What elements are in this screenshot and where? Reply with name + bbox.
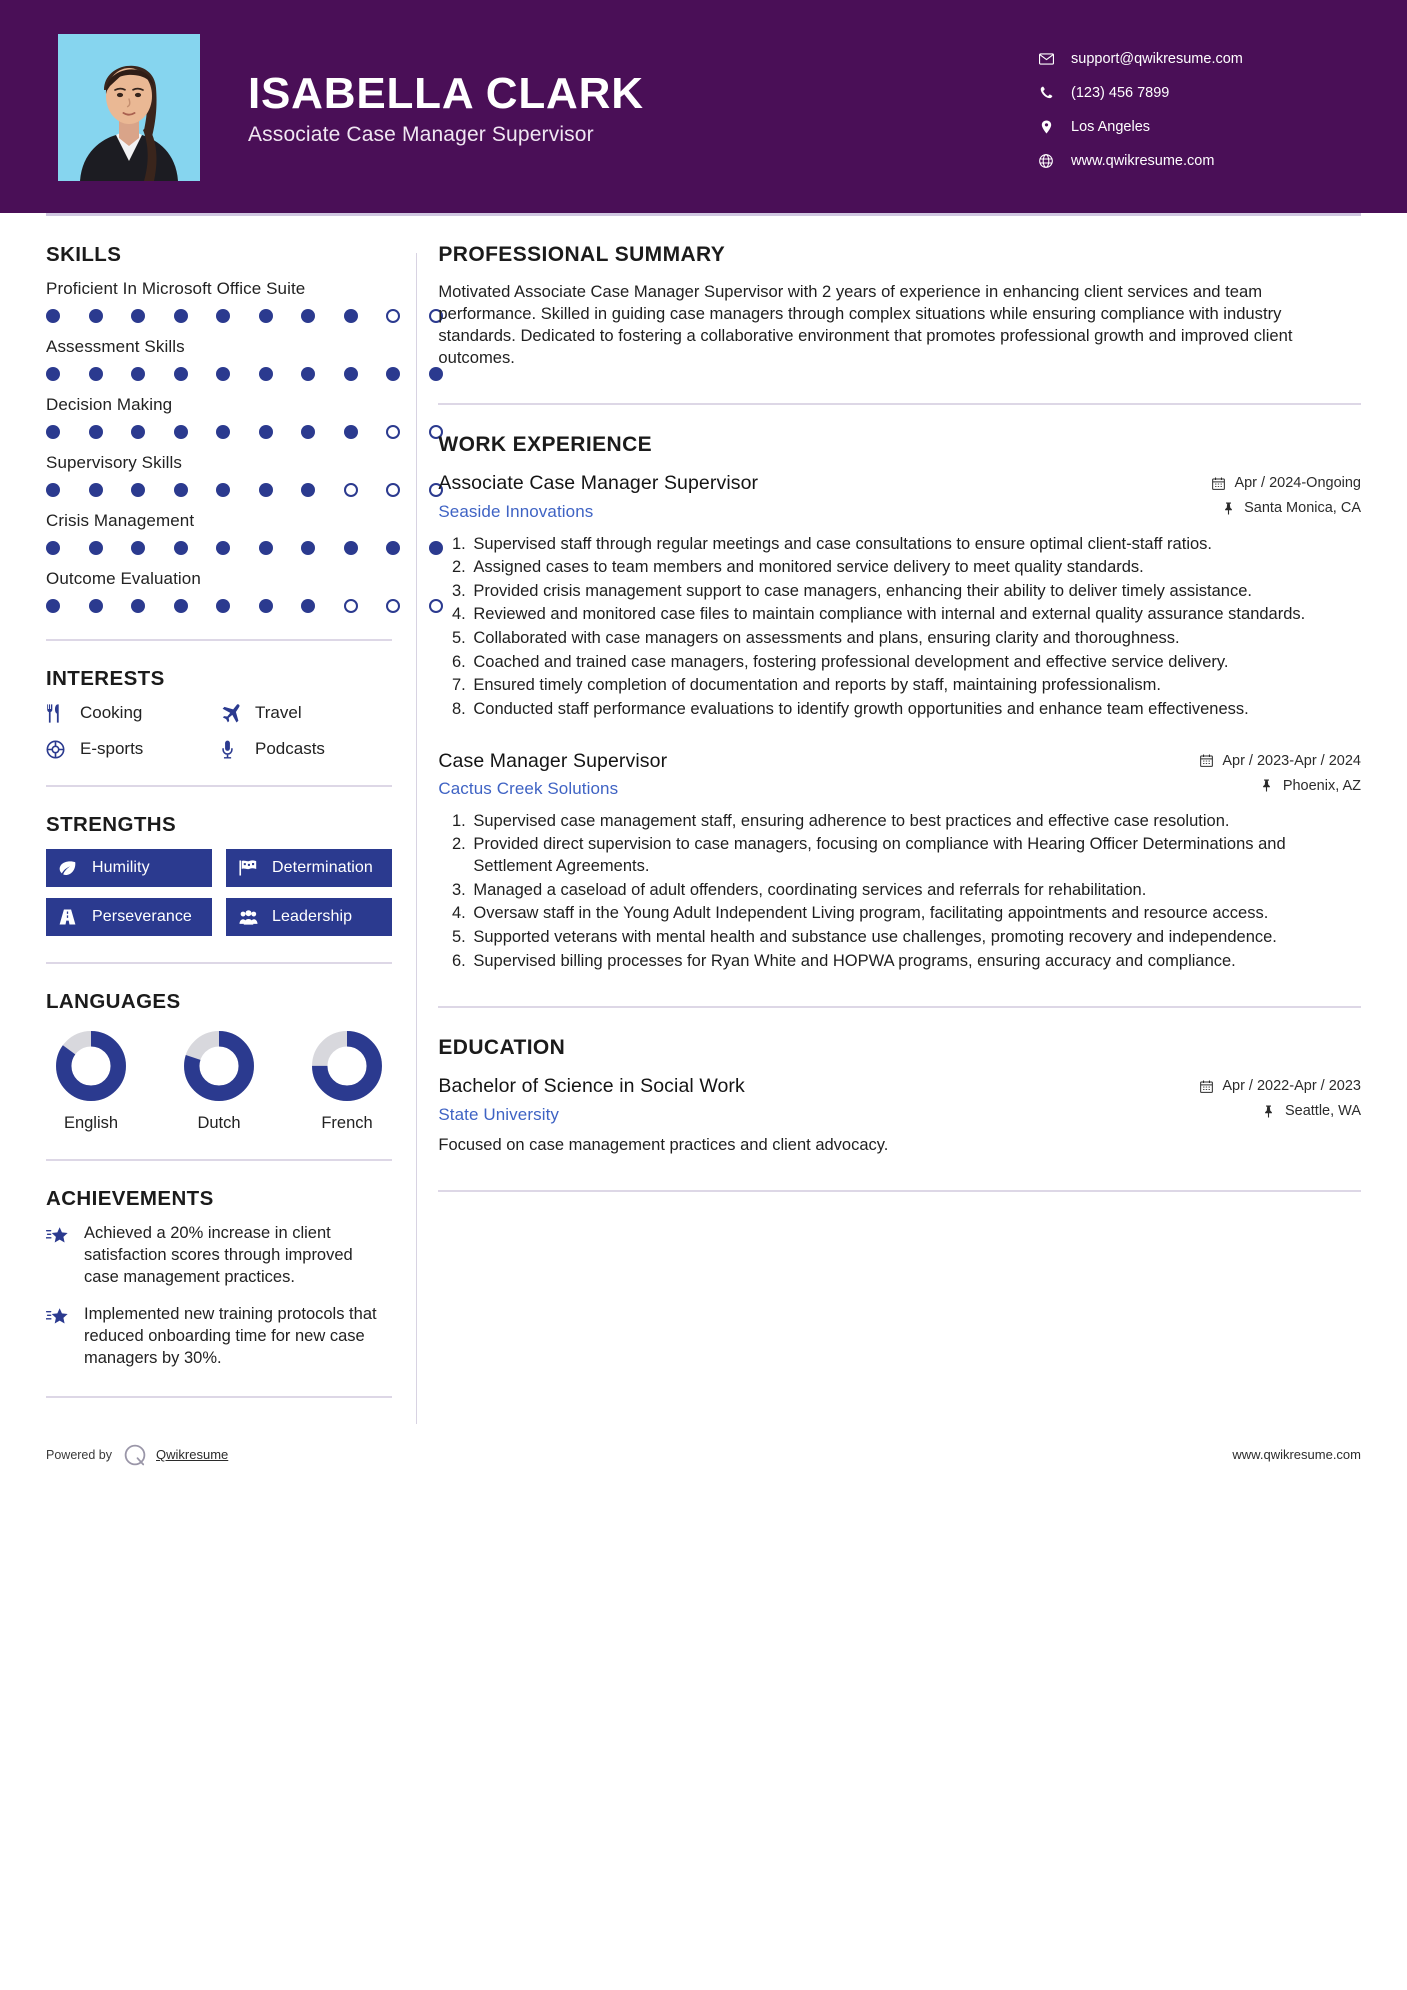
sidebar-divider xyxy=(46,1159,392,1161)
pin-icon xyxy=(1219,502,1237,515)
rating-dot xyxy=(386,425,400,439)
rating-dot xyxy=(344,367,358,381)
job-company: Seaside Innovations xyxy=(438,501,594,521)
rating-dot xyxy=(131,425,145,439)
rating-dot xyxy=(46,483,60,497)
interest-label: Cooking xyxy=(80,703,143,722)
contact-list xyxy=(1035,45,1365,169)
rating-dot xyxy=(131,599,145,613)
language-item-french xyxy=(302,1030,392,1133)
rating-dot xyxy=(89,309,103,323)
pin-icon xyxy=(1260,1105,1278,1118)
rating-dot xyxy=(89,541,103,555)
main-divider xyxy=(438,1006,1361,1008)
rating-dot xyxy=(46,425,60,439)
skill-rating xyxy=(46,309,391,323)
skill-rating xyxy=(46,541,391,555)
calendar-icon xyxy=(1197,1080,1215,1093)
interests-grid xyxy=(46,703,392,759)
achievement-text: Implemented new training protocols that reduced onboarding time for new case managers by 30%. xyxy=(84,1305,377,1367)
interest-item xyxy=(46,739,221,759)
rating-dot xyxy=(301,599,315,613)
interest-label: Travel xyxy=(255,703,302,722)
candidate-job-title: Associate Case Manager Supervisor xyxy=(248,123,594,147)
summary-heading: PROFESSIONAL SUMMARY xyxy=(438,243,726,266)
job-bullet: 6. Coached and trained case managers, fostering professional development and effective service delivery. xyxy=(470,652,1361,674)
footer-website[interactable]: www.qwikresume.com xyxy=(1232,1447,1361,1463)
main-content xyxy=(438,243,1407,1424)
strength-label: Perseverance xyxy=(92,908,192,925)
job-meta xyxy=(1197,749,1361,794)
job-entry xyxy=(438,471,1361,720)
rating-dot xyxy=(174,541,188,555)
language-label: English xyxy=(63,1114,119,1132)
job-bullet: 3. Managed a caseload of adult offenders, coordinating services and referrals for rehabilitation. xyxy=(470,880,1361,902)
skill-item xyxy=(46,453,392,497)
achievements-section xyxy=(46,1187,392,1370)
skill-rating xyxy=(46,599,391,613)
interest-label: E-sports xyxy=(80,739,144,758)
rating-dot xyxy=(131,309,145,323)
skill-label: Supervisory Skills xyxy=(46,453,182,472)
job-date: Apr / 2023-Apr / 2024 xyxy=(1222,752,1361,769)
rating-dot xyxy=(259,541,273,555)
language-label: Dutch xyxy=(197,1114,241,1132)
job-bullet: 5. Collaborated with case managers on assessments and plans, ensuring clarity and thoroughness. xyxy=(470,628,1361,650)
rating-dot xyxy=(259,599,273,613)
rating-dot xyxy=(216,541,230,555)
rating-dot xyxy=(386,599,400,613)
job-bullet: 8. Conducted staff performance evaluations to identify growth opportunities and enhance team effectiveness. xyxy=(470,699,1361,721)
rating-dot xyxy=(46,309,60,323)
gamepad-icon xyxy=(46,740,72,759)
contact-location xyxy=(1035,119,1365,135)
strength-label: Humility xyxy=(92,859,150,876)
phone-icon xyxy=(1035,86,1057,99)
profile-photo xyxy=(58,34,200,181)
rating-dot xyxy=(174,309,188,323)
education-location: Seattle, WA xyxy=(1284,1103,1361,1120)
language-item-dutch xyxy=(174,1030,264,1133)
job-bullet: 2. Provided direct supervision to case managers, focusing on compliance with Hearing Officer Determinations and Settlement Agreements. xyxy=(470,834,1361,877)
degree-title: Bachelor of Science in Social Work xyxy=(438,1075,745,1098)
school-name: State University xyxy=(438,1104,560,1124)
qwikresume-link[interactable]: Qwikresume xyxy=(156,1447,229,1463)
rating-dot xyxy=(216,599,230,613)
job-bullet: 1. Supervised case management staff, ensuring adherence to best practices and effective case resolution. xyxy=(470,811,1361,833)
rating-dot xyxy=(89,367,103,381)
job-bullet: 7. Ensured timely completion of documentation and reports by staff, maintaining professionalism. xyxy=(470,675,1361,697)
cutlery-icon xyxy=(46,704,72,723)
skill-label: Outcome Evaluation xyxy=(46,569,201,588)
interest-label: Podcasts xyxy=(255,739,325,758)
job-location-row xyxy=(1197,778,1361,794)
job-bullet: 1. Supervised staff through regular meetings and case consultations to ensure optimal client-staff ratios. xyxy=(470,534,1361,556)
education-location-row xyxy=(1197,1103,1361,1119)
rating-dot xyxy=(131,367,145,381)
strength-label: Determination xyxy=(272,859,373,876)
sidebar xyxy=(0,243,392,1424)
strength-label: Leadership xyxy=(272,908,353,925)
interests-section xyxy=(46,667,392,759)
rating-dot xyxy=(216,425,230,439)
rating-dot xyxy=(89,599,103,613)
achievement-item xyxy=(46,1223,392,1288)
work-experience-section xyxy=(438,433,1361,972)
rating-dot xyxy=(301,541,315,555)
rating-dot xyxy=(216,309,230,323)
work-experience-heading: WORK EXPERIENCE xyxy=(438,433,653,457)
rating-dot xyxy=(386,483,400,497)
skill-item xyxy=(46,279,392,323)
rating-dot xyxy=(344,483,358,497)
education-description: Focused on case management practices and client advocacy. xyxy=(438,1135,889,1154)
rating-dot xyxy=(46,599,60,613)
achievements-heading: ACHIEVEMENTS xyxy=(46,1187,214,1210)
footer-branding xyxy=(46,1442,228,1468)
rating-dot xyxy=(131,483,145,497)
strength-chip-determination xyxy=(226,849,392,887)
sidebar-divider xyxy=(46,962,392,964)
interest-item xyxy=(221,739,392,759)
job-bullets xyxy=(438,534,1361,721)
education-header xyxy=(438,1074,1361,1124)
rating-dot xyxy=(301,367,315,381)
leaf-icon xyxy=(59,861,83,876)
contact-phone-text: (123) 456 7899 xyxy=(1071,84,1170,101)
education-date: Apr / 2022-Apr / 2023 xyxy=(1222,1078,1361,1095)
rating-dot xyxy=(46,367,60,381)
strength-chip-leadership xyxy=(226,898,392,936)
skills-heading: SKILLS xyxy=(46,243,122,266)
rating-dot xyxy=(301,483,315,497)
rating-dot xyxy=(174,425,188,439)
users-icon xyxy=(239,910,263,925)
job-date: Apr / 2024-Ongoing xyxy=(1234,475,1361,492)
language-donut xyxy=(55,1030,127,1102)
job-entry xyxy=(438,749,1361,973)
education-meta xyxy=(1197,1074,1361,1119)
rating-dot xyxy=(259,425,273,439)
rating-dot xyxy=(301,425,315,439)
job-location-row xyxy=(1209,500,1361,516)
rating-dot xyxy=(46,541,60,555)
rating-dot xyxy=(131,541,145,555)
language-donut xyxy=(183,1030,255,1102)
interests-heading: INTERESTS xyxy=(46,667,165,690)
job-bullet: 6. Supervised billing processes for Ryan White and HOPWA programs, ensuring accuracy and compliance. xyxy=(470,951,1361,973)
job-title: Case Manager Supervisor xyxy=(438,749,668,772)
pin-icon xyxy=(1258,779,1276,792)
rating-dot xyxy=(301,309,315,323)
skill-rating xyxy=(46,483,391,497)
job-location: Phoenix, AZ xyxy=(1282,777,1361,794)
strengths-section xyxy=(46,813,392,936)
flag-icon xyxy=(239,860,263,876)
rating-dot xyxy=(344,425,358,439)
skill-item xyxy=(46,511,392,555)
skills-section xyxy=(46,243,392,613)
languages-row xyxy=(46,1030,392,1133)
contact-phone[interactable] xyxy=(1035,85,1365,101)
header-divider xyxy=(46,213,1361,216)
skill-item xyxy=(46,395,392,439)
rating-dot xyxy=(259,483,273,497)
skill-rating xyxy=(46,367,391,381)
strengths-heading: STRENGTHS xyxy=(46,813,177,836)
map-pin-icon xyxy=(1035,120,1057,134)
rating-dot xyxy=(174,367,188,381)
languages-heading: LANGUAGES xyxy=(46,990,181,1013)
rating-dot xyxy=(386,309,400,323)
strengths-grid xyxy=(46,849,392,936)
job-date-row xyxy=(1209,475,1361,491)
job-bullet: 2. Assigned cases to team members and monitored service delivery to meet quality standards. xyxy=(470,557,1361,579)
rating-dot xyxy=(344,309,358,323)
resume-header xyxy=(0,0,1407,213)
languages-section xyxy=(46,990,392,1133)
rating-dot xyxy=(259,367,273,381)
rating-dot xyxy=(89,425,103,439)
globe-icon xyxy=(1035,154,1057,168)
contact-website-text: www.qwikresume.com xyxy=(1071,152,1215,169)
skill-item xyxy=(46,337,392,381)
airplane-icon xyxy=(221,704,247,723)
rating-dot xyxy=(216,483,230,497)
star-icon xyxy=(46,1223,76,1288)
strength-chip-perseverance xyxy=(46,898,212,936)
contact-email-text: support@qwikresume.com xyxy=(1071,50,1243,67)
summary-text: Motivated Associate Case Manager Supervisor with 2 years of experience in enhancing client services and team performance. Skilled in guiding case managers through complex situations while ensuring compliance with industry standards. Dedicated to fostering a collaborative environment that promotes professional growth and improved client outcomes. xyxy=(438,282,1293,368)
job-date-row xyxy=(1197,753,1361,769)
microphone-icon xyxy=(221,740,247,759)
powered-by-label: Powered by xyxy=(46,1447,113,1462)
education-section xyxy=(438,1036,1361,1156)
job-bullet: 5. Supported veterans with mental health and substance use challenges, promoting recovery and independence. xyxy=(470,927,1361,949)
skill-label: Assessment Skills xyxy=(46,337,185,356)
calendar-icon xyxy=(1197,754,1215,767)
achievement-item xyxy=(46,1304,392,1369)
main-divider xyxy=(438,403,1361,405)
skill-rating xyxy=(46,425,391,439)
rating-dot xyxy=(174,599,188,613)
calendar-icon xyxy=(1209,477,1227,490)
road-icon xyxy=(59,909,83,925)
job-header xyxy=(438,471,1361,521)
sidebar-divider xyxy=(46,639,392,641)
envelope-icon xyxy=(1035,53,1057,65)
job-meta xyxy=(1209,471,1361,516)
language-label: French xyxy=(321,1114,373,1132)
job-bullet: 4. Reviewed and monitored case files to maintain compliance with internal and external quality assurance standards. xyxy=(470,604,1361,626)
job-bullet: 4. Oversaw staff in the Young Adult Independent Living program, facilitating appointments and resource access. xyxy=(470,903,1361,925)
interest-item xyxy=(221,703,392,723)
rating-dot xyxy=(216,367,230,381)
rating-dot xyxy=(344,541,358,555)
rating-dot xyxy=(259,309,273,323)
rating-dot xyxy=(89,483,103,497)
sidebar-divider xyxy=(46,785,392,787)
qwikresume-logo-icon xyxy=(122,1442,148,1468)
interest-item xyxy=(46,703,221,723)
skill-item xyxy=(46,569,392,613)
contact-location-text: Los Angeles xyxy=(1071,118,1151,135)
sidebar-divider xyxy=(46,1396,392,1398)
language-item-english xyxy=(46,1030,136,1133)
job-location: Santa Monica, CA xyxy=(1244,500,1361,517)
job-company: Cactus Creek Solutions xyxy=(438,778,619,798)
achievement-text: Achieved a 20% increase in client satisfaction scores through improved case management practices. xyxy=(84,1224,353,1286)
job-header xyxy=(438,749,1361,799)
resume-footer xyxy=(0,1424,1407,1494)
rating-dot xyxy=(174,483,188,497)
language-donut xyxy=(311,1030,383,1102)
skill-label: Proficient In Microsoft Office Suite xyxy=(46,279,306,298)
summary-section xyxy=(438,243,1361,369)
candidate-name: ISABELLA CLARK xyxy=(248,68,644,118)
job-bullets xyxy=(438,811,1361,972)
rating-dot xyxy=(386,367,400,381)
rating-dot xyxy=(386,541,400,555)
strength-chip-humility xyxy=(46,849,212,887)
education-date-row xyxy=(1197,1078,1361,1094)
skill-label: Decision Making xyxy=(46,395,173,414)
job-title: Associate Case Manager Supervisor xyxy=(438,472,759,495)
contact-website[interactable] xyxy=(1035,153,1365,169)
contact-email[interactable] xyxy=(1035,51,1365,67)
resume-body xyxy=(0,213,1407,1424)
main-divider xyxy=(438,1190,1361,1192)
education-heading: EDUCATION xyxy=(438,1036,566,1060)
skill-label: Crisis Management xyxy=(46,511,195,530)
job-bullet: 3. Provided crisis management support to case managers, enhancing their ability to deliver timely assistance. xyxy=(470,581,1361,603)
star-icon xyxy=(46,1304,76,1369)
rating-dot xyxy=(344,599,358,613)
name-block xyxy=(248,66,1035,148)
